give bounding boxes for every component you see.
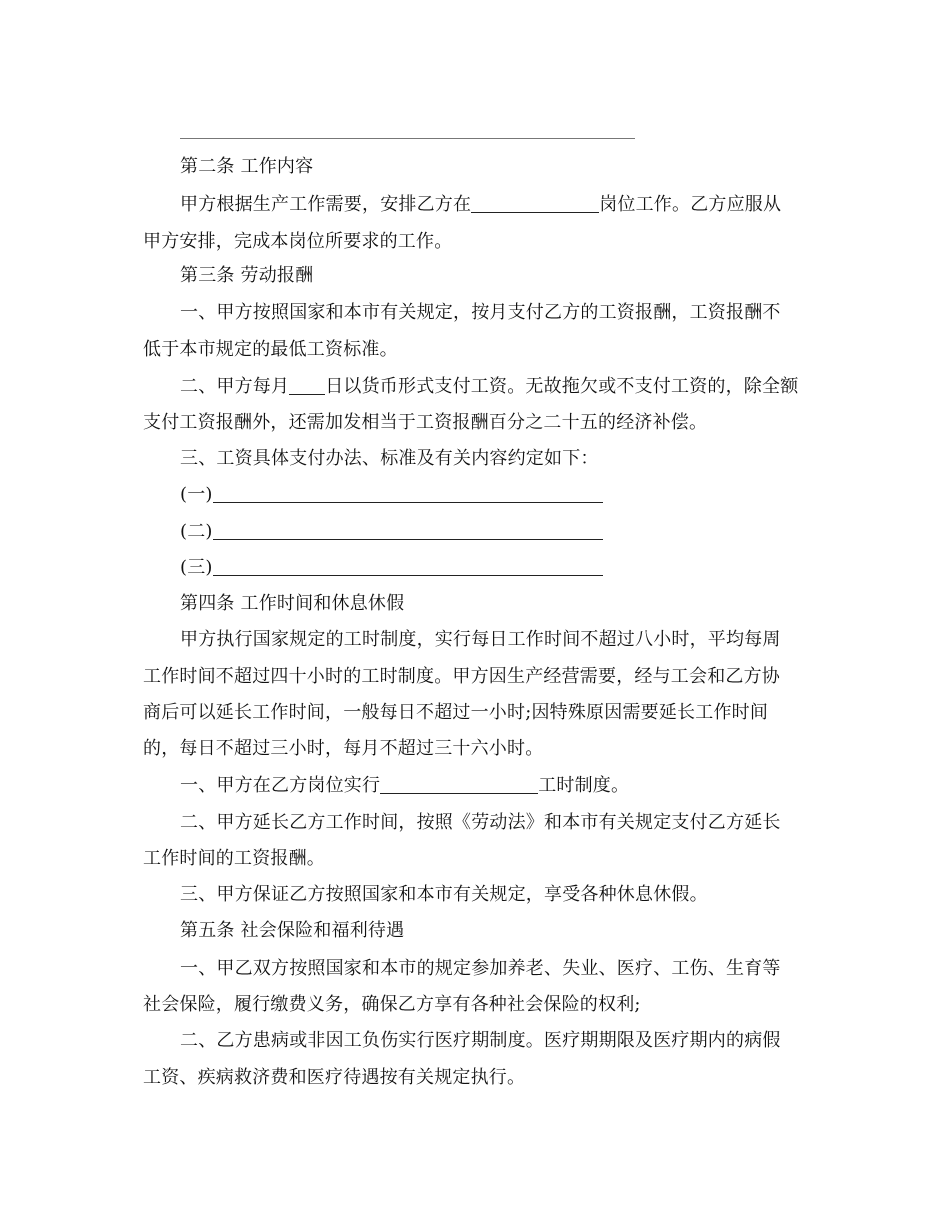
article-3-title: 第三条 劳动报酬 (180, 265, 314, 286)
article-4-para-line-2: 工作时间不超过四十小时的工时制度。甲方因生产经营需要，经与工会和乙方协 (143, 666, 780, 687)
article-4-para-line-1: 甲方执行国家规定的工时制度，实行每日工作时间不超过八小时，平均每周 (180, 629, 781, 650)
agreement-list-item-2 (180, 521, 603, 543)
article-4-para-line-4: 的，每日不超过三小时，每月不超过三十六小时。 (143, 738, 544, 759)
article-3-item-1-line-2: 低于本市规定的最低工资标准。 (143, 339, 398, 360)
article-2-para-line-2: 甲方安排，完成本岗位所要求的工作。 (143, 231, 453, 252)
list-label: (一) (180, 484, 213, 505)
article-4-para-line-3: 商后可以延长工作时间，一般每日不超过一小时;因特殊原因需要延长工作时间 (143, 702, 769, 723)
agreement-list-item-3 (180, 557, 603, 579)
fill-blank (213, 521, 603, 540)
text-segment: 工时制度。 (538, 775, 630, 796)
article-5-item-2-line-2: 工资、疾病救济费和医疗待遇按有关规定执行。 (143, 1067, 526, 1088)
day-blank (289, 376, 325, 395)
article-3-item-1-line-1: 一、甲方按照国家和本市有关规定，按月支付乙方的工资报酬，工资报酬不 (180, 302, 781, 323)
article-3-item-2-line-2: 支付工资报酬外，还需加发相当于工资报酬百分之二十五的经济补偿。 (143, 412, 708, 433)
article-4-item-3: 三、甲方保证乙方按照国家和本市有关规定，享受各种休息休假。 (180, 884, 708, 905)
top-rule (180, 138, 635, 139)
article-5-item-2-line-1: 二、乙方患病或非因工负伤实行医疗期制度。医疗期期限及医疗期内的病假 (180, 1030, 781, 1051)
article-4-item-2-line-1: 二、甲方延长乙方工作时间，按照《劳动法》和本市有关规定支付乙方延长 (180, 812, 781, 833)
fill-blank (213, 557, 603, 576)
article-2-para-line-1 (180, 194, 781, 216)
article-5-title: 第五条 社会保险和福利待遇 (180, 920, 405, 941)
article-5-item-1-line-2: 社会保险，履行缴费义务，确保乙方享有各种社会保险的权利; (143, 994, 641, 1015)
text-segment: 二、甲方每月 (180, 376, 290, 397)
fill-blank (213, 484, 603, 503)
list-label: (二) (180, 521, 213, 542)
article-3-item-3: 三、工资具体支付办法、标准及有关内容约定如下： (180, 448, 599, 469)
text-segment: 岗位工作。乙方应服从 (599, 194, 782, 215)
hours-system-blank (380, 775, 538, 794)
article-4-item-1 (180, 775, 629, 797)
article-2-title: 第二条 工作内容 (180, 156, 314, 177)
agreement-list-item-1 (180, 484, 603, 506)
article-4-title: 第四条 工作时间和休息休假 (180, 593, 405, 614)
position-blank (471, 194, 599, 213)
article-3-item-2-line-1 (180, 376, 798, 398)
text-segment: 日以货币形式支付工资。无故拖欠或不支付工资的，除全额 (325, 376, 799, 397)
text-segment: 甲方根据生产工作需要，安排乙方在 (180, 194, 472, 215)
text-segment: 一、甲方在乙方岗位实行 (180, 775, 381, 796)
list-label: (三) (180, 557, 213, 578)
article-4-item-2-line-2: 工作时间的工资报酬。 (143, 848, 325, 869)
article-5-item-1-line-1: 一、甲乙双方按照国家和本市的规定参加养老、失业、医疗、工伤、生育等 (180, 958, 781, 979)
